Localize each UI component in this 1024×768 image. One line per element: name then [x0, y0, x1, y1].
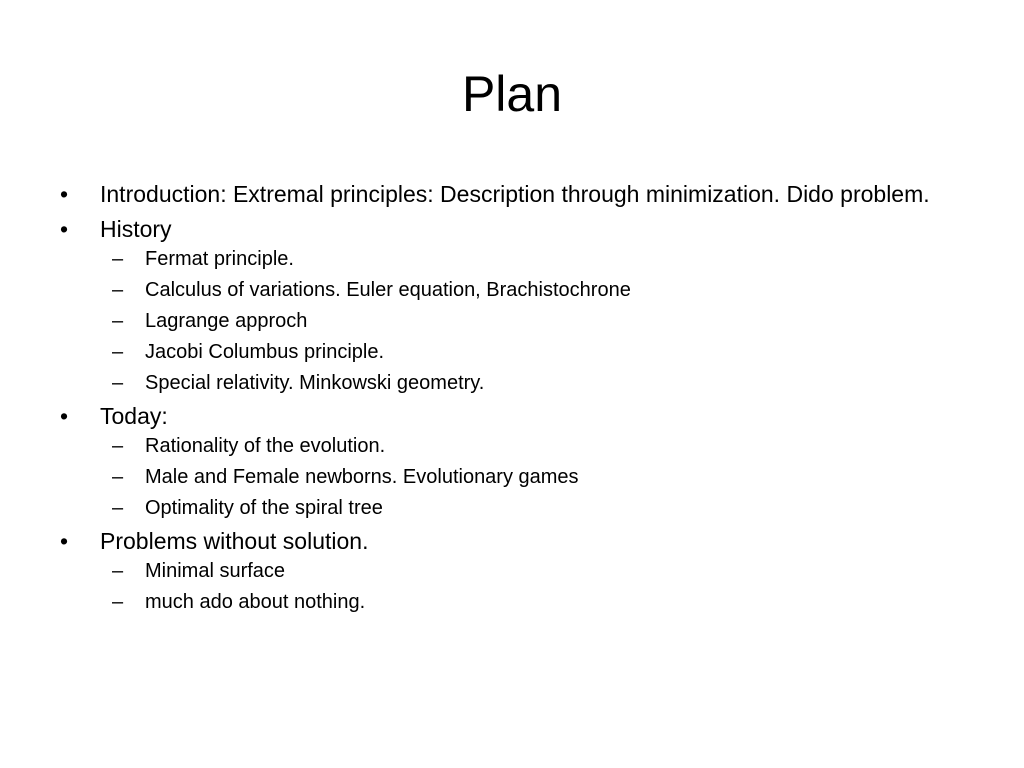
sub-item-text: Rationality of the evolution.: [145, 435, 386, 457]
sub-item-text: Minimal surface: [145, 560, 286, 582]
sub-item-text: Calculus of variations. Euler equation, Brachistochrone: [145, 279, 631, 301]
dash-icon: –: [112, 248, 124, 270]
bullet-item-today: [60, 402, 970, 520]
sub-item: [100, 434, 970, 458]
sub-item-text: Jacobi Columbus principle.: [145, 341, 385, 363]
bullet-text: Today:: [100, 403, 168, 429]
sub-item-text: much ado about nothing.: [145, 591, 366, 613]
sub-item: [100, 559, 970, 583]
dash-icon: –: [112, 341, 124, 363]
bullet-item-introduction: [60, 180, 970, 208]
sub-item: [100, 465, 970, 489]
bullet-icon: •: [60, 216, 69, 242]
sub-item: [100, 371, 970, 395]
bullet-item-history: [60, 215, 970, 395]
bullet-text: History: [100, 216, 172, 242]
sub-item: [100, 278, 970, 302]
dash-icon: –: [112, 560, 124, 582]
sub-list: [100, 434, 970, 520]
bullet-text: Introduction: Extremal principles: Description through minimization. Dido problem.: [100, 181, 930, 207]
sub-item: [100, 309, 970, 333]
dash-icon: –: [112, 466, 124, 488]
dash-icon: –: [112, 435, 124, 457]
bullet-icon: •: [60, 181, 69, 207]
sub-item: [100, 340, 970, 364]
sub-list: [100, 247, 970, 395]
sub-item: [100, 590, 970, 614]
sub-list: [100, 559, 970, 614]
bullet-icon: •: [60, 528, 69, 554]
dash-icon: –: [112, 497, 124, 519]
bullet-item-problems: [60, 527, 970, 614]
sub-item-text: Special relativity. Minkowski geometry.: [145, 372, 485, 394]
sub-item-text: Male and Female newborns. Evolutionary games: [145, 466, 579, 488]
sub-item-text: Lagrange approch: [145, 310, 308, 332]
bullet-list: [60, 180, 970, 614]
dash-icon: –: [112, 279, 124, 301]
sub-item: [100, 247, 970, 271]
dash-icon: –: [112, 372, 124, 394]
sub-item: [100, 496, 970, 520]
bullet-text: Problems without solution.: [100, 528, 369, 554]
slide-title: Plan: [461, 66, 563, 122]
sub-item-text: Optimality of the spiral tree: [145, 497, 383, 519]
dash-icon: –: [112, 310, 124, 332]
sub-item-text: Fermat principle.: [145, 248, 294, 270]
bullet-icon: •: [60, 403, 69, 429]
dash-icon: –: [112, 591, 124, 613]
